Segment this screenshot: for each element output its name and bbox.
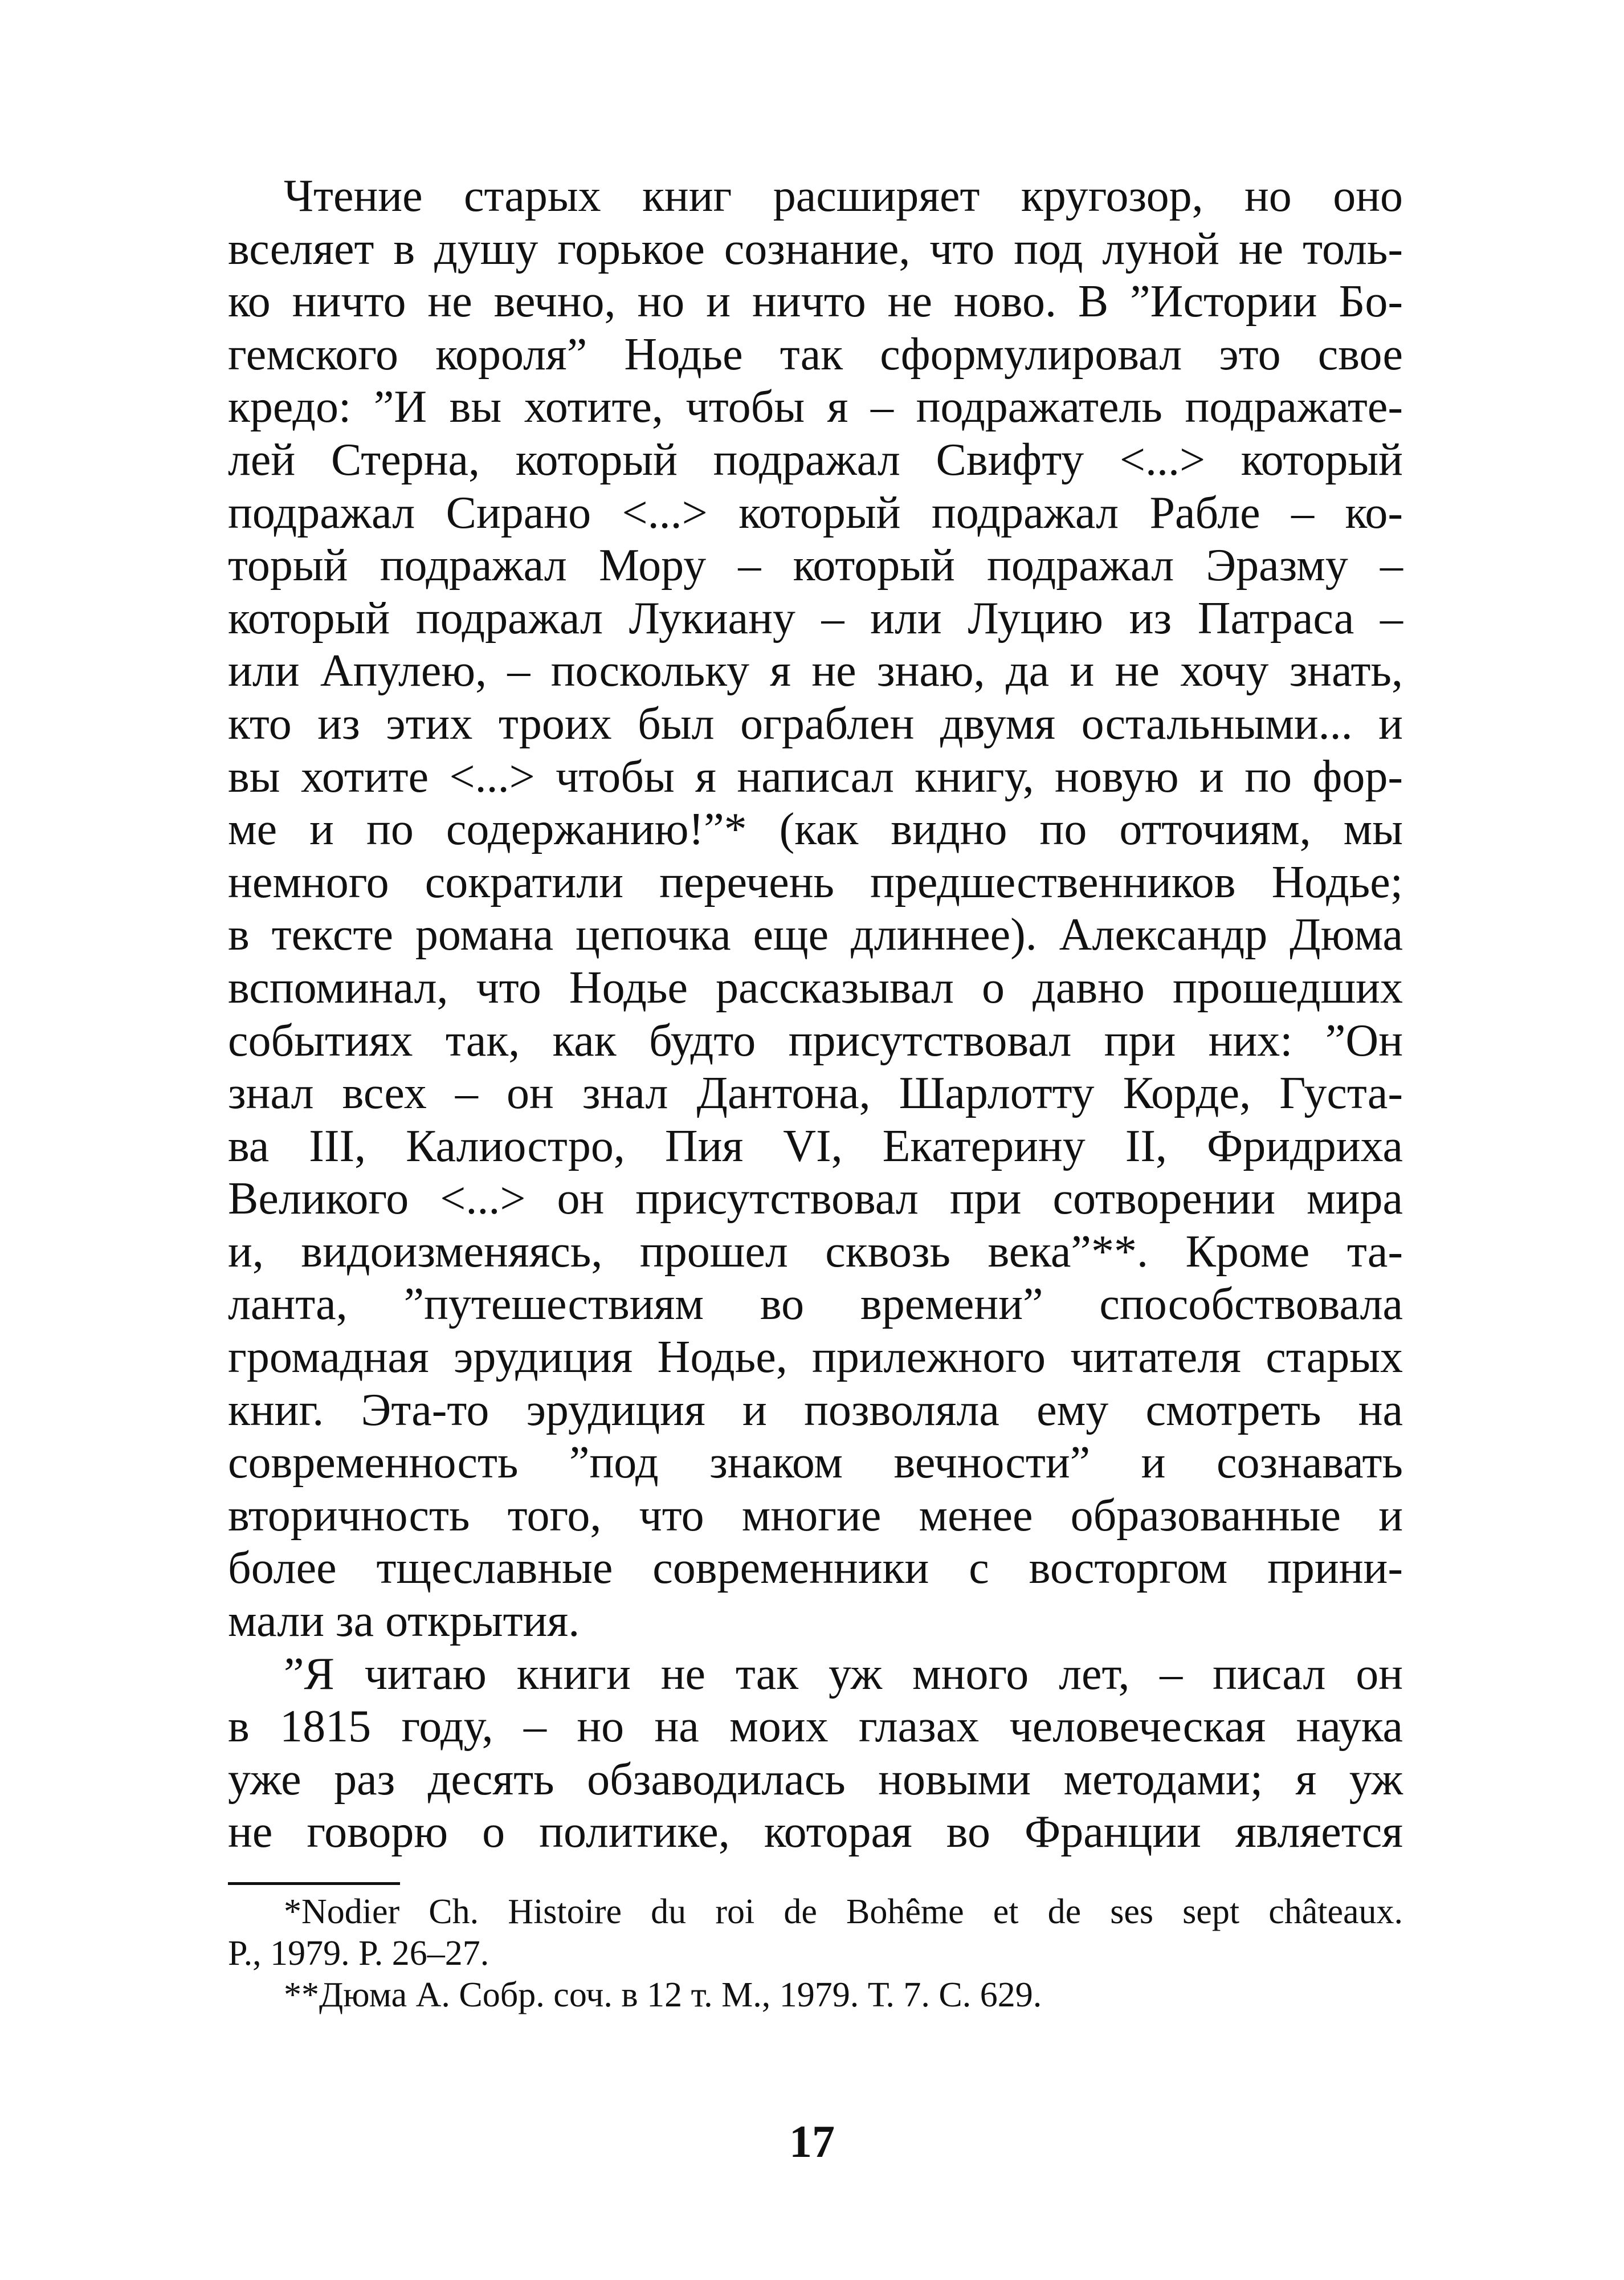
text-line: мали за открытия. [228,1596,580,1647]
text-line: ва III, Калиостро, Пия VI, Екатерину II, Фридриха [228,1121,1403,1171]
text-line: и, видоизменяясь, прошел сквозь века”**. Кроме та- [228,1226,1403,1277]
text-line: вы хотите <...> чтобы я написал книгу, новую и по фор- [228,751,1403,802]
text-line: торый подражал Мору – который подражал Эразму – [228,540,1403,591]
text-line: в 1815 году, – но на моих глазах человеческая наука [228,1701,1403,1752]
text-line: ”Я читаю книги не так уж много лет, – писал он [284,1648,1403,1699]
text-line: кредо: ”И вы хотите, чтобы я – подражатель подражате- [228,382,1403,433]
text-line: ко ничто не вечно, но и ничто не ново. В ”Истории Бо- [228,276,1403,327]
text-line: событиях так, как будто присутствовал при них: ”Он [228,1015,1403,1066]
text-line: Чтение старых книг расширяет кругозор, но оно [284,171,1403,221]
body-text [228,170,1403,1859]
text-line: современность ”под знаком вечности” и сознавать [228,1438,1403,1488]
text-line: гемского короля” Нодье так сформулировал это свое [228,329,1403,380]
text-line: знал всех – он знал Дантона, Шарлотту Корде, Густа- [228,1068,1403,1119]
text-line: вспоминал, что Нодье рассказывал о давно прошедших [228,962,1403,1013]
text-line: ме и по содержанию!”* (как видно по отточиям, мы [228,804,1403,855]
text-line: вселяет в душу горькое сознание, что под луной не толь- [228,223,1403,274]
text-line: книг. Эта-то эрудиция и позволяла ему смотреть на [228,1385,1403,1435]
footnotes [228,1891,1403,2016]
footnote-line: *Nodier Ch. Histoire du roi de Bohême et de ses sept châteaux. [284,1892,1403,1931]
text-line: лей Стерна, который подражал Свифту <...> который [228,434,1403,485]
page-number: 17 [789,2117,835,2167]
text-line: громадная эрудиция Нодье, прилежного читателя старых [228,1332,1403,1383]
text-line: подражал Сирано <...> который подражал Рабле – ко- [228,487,1403,538]
text-line: немного сократили перечень предшественников Нодье; [228,857,1403,907]
text-line: кто из этих троих был ограблен двумя остальными... и [228,698,1403,749]
text-line: уже раз десять обзаводилась новыми методами; я уж [228,1754,1403,1805]
text-line: или Апулею, – поскольку я не знаю, да и не хочу знать, [228,646,1403,697]
text-line: в тексте романа цепочка еще длиннее). Александр Дюма [228,910,1403,960]
footnote-divider [228,1882,400,1885]
text-line: не говорю о политике, которая во Франции является [228,1807,1403,1858]
text-line: который подражал Лукиану – или Луцию из Патраса – [228,593,1403,644]
text-line: более тщеславные современники с восторгом прини- [228,1543,1403,1594]
footnote-line: P., 1979. P. 26–27. [228,1934,489,1973]
text-line: вторичность того, что многие менее образованные и [228,1490,1403,1541]
footnote-line: **Дюма А. Собр. соч. в 12 т. М., 1979. Т. 7. С. 629. [284,1976,1042,2014]
text-line: Великого <...> он присутствовал при сотворении мира [228,1174,1403,1224]
text-line: ланта, ”путешествиям во времени” способствовала [228,1279,1403,1330]
